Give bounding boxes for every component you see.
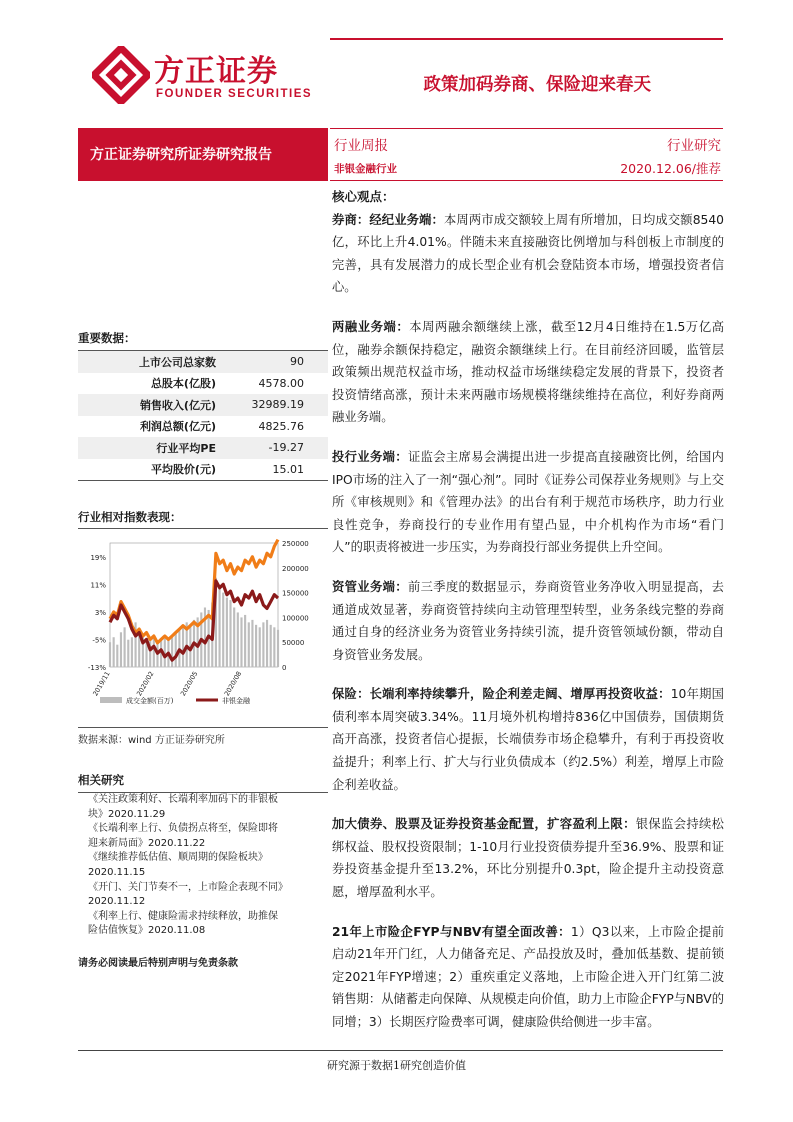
- x-tick-label: 2019/11: [91, 670, 112, 698]
- para-body: 1）Q3以来，上市险企提前启动21年开门红，人力储备充足、产品投放及时，叠加低基数、提前锁定2021年FYP增速；2）重疾重定义落地，上市险企进入开门红第二波销售期：从储蓄走向保障、从规模走向价值，助力上市险企FYP与NBV的同增；3）长期医疗险费率可调，健康险供给侧进一步丰富。: [332, 924, 724, 1029]
- para-body: 银保监会持续松绑权益、股权投资限制；1-10月行业投资债券提升至36.9%、股票和证券投资基金提升至13.2%，环比分别提升0.3pt，险企提升主动投资意愿，增厚盈利水平。: [332, 817, 724, 900]
- related-line: 《利率上行、健康险需求持续释放，助推保: [88, 910, 278, 922]
- list-item[interactable]: [78, 910, 328, 939]
- volume-bar: [273, 627, 275, 667]
- para-head: 投行业务端：: [332, 449, 408, 464]
- row-value: 90: [290, 355, 304, 369]
- para-body: 本周两市成交额较上周有所增加，日均成交额8540亿，环比上升4.01%。伴随未来直接融资比例增加与科创板上市制度的完善，具有发展潜力的成长型企业有机会登陆资本市场，增强投资者信心。: [332, 212, 724, 295]
- volume-bar: [222, 593, 224, 667]
- volume-bar: [218, 588, 220, 667]
- row-key: 总股本(亿股): [150, 377, 216, 391]
- paragraph-insurance: [332, 683, 724, 796]
- volume-bar: [113, 637, 115, 667]
- legend-label: 非银金融: [222, 697, 250, 705]
- volume-bar: [270, 625, 272, 667]
- report-category: 行业研究: [667, 138, 721, 154]
- institute-banner: [78, 128, 328, 181]
- key-data-title: 重要数据：: [78, 331, 136, 345]
- volume-bar: [259, 627, 261, 667]
- right-tick-label: 150000: [282, 589, 309, 598]
- logo-en-text: FOUNDER SECURITIES: [156, 88, 313, 100]
- chart-title: 行业相对指数表现：: [78, 510, 182, 524]
- volume-bar: [255, 625, 257, 667]
- related-line: 险估值恢复》2020.11.08: [88, 925, 206, 937]
- para-body: 本周两融余额继续上涨，截至12月4日维持在1.5万亿高位，融券余额保持稳定，融资余额继续上行。在目前经济回暖，监管层政策频出规范权益市场，推动权益市场继续稳定发展的背景下，投资者投资情绪高涨，预计未来两融市场规模将继续维持在高位，利好券商两融业务端。: [332, 319, 724, 425]
- row-key: 利润总额(亿元): [139, 420, 216, 434]
- x-tick-label: 2020/02: [135, 670, 156, 698]
- footer-text: 研究源于数据1研究创造价值: [327, 1059, 466, 1072]
- table-row: [78, 459, 328, 481]
- volume-bar: [171, 636, 173, 667]
- para-head: 资管业务端：: [332, 579, 408, 594]
- index-chart: [78, 528, 328, 728]
- volume-bar: [131, 637, 133, 667]
- para-body: 10年期国债利率本周突破3.34%。11月境外机构增持836亿中国债券，国债期货高开高涨，投资者信心提振，长端债券市场企稳攀升，有利于再投资收益提升；利率上行、扩大与行业负债成本（约2.5%）利差，增厚上市险企利差收益。: [332, 687, 724, 792]
- volume-bar: [237, 612, 239, 667]
- right-tick-label: 250000: [282, 540, 309, 548]
- row-value: -19.27: [268, 441, 304, 455]
- row-key: 行业平均PE: [156, 441, 216, 455]
- related-line: 2020.11.15: [88, 866, 146, 878]
- list-item[interactable]: [78, 793, 328, 822]
- right-tick-label: 0: [282, 664, 287, 672]
- list-item[interactable]: [78, 822, 328, 851]
- date-rating: 2020.12.06/推荐: [620, 161, 721, 176]
- volume-bar: [277, 630, 279, 667]
- list-item[interactable]: [78, 851, 328, 880]
- para-head: 券商：经纪业务端：: [332, 212, 444, 227]
- paragraph-brokerage: [332, 209, 724, 299]
- volume-bar: [262, 622, 264, 667]
- list-item[interactable]: [78, 881, 328, 910]
- paragraph-fyp: [332, 921, 724, 1034]
- logo: [78, 40, 330, 110]
- related-line: 2020.11.12: [88, 896, 146, 908]
- row-value: 32989.19: [251, 398, 304, 412]
- row-value: 4825.76: [258, 419, 304, 433]
- right-tick-label: 200000: [282, 564, 309, 573]
- chart-svg: [78, 529, 328, 729]
- founder-logo-icon: [92, 46, 150, 104]
- row-key: 销售收入(亿元): [139, 398, 216, 412]
- volume-bar: [233, 607, 235, 667]
- table-row: [78, 437, 328, 459]
- row-key: 上市公司总家数: [139, 355, 216, 369]
- volume-bar: [251, 620, 253, 667]
- volume-bar: [175, 632, 177, 667]
- related-list: [78, 792, 328, 939]
- volume-bar: [124, 627, 126, 667]
- left-tick-label: 3%: [94, 608, 106, 617]
- related-line: 《长端利率上行、负债拐点将至，保险即将: [88, 823, 278, 835]
- legend-label: 成交金额(百万): [126, 697, 174, 705]
- title-area: [330, 38, 723, 128]
- table-row: [78, 351, 328, 373]
- report-type: 行业周报: [334, 138, 388, 154]
- volume-bar: [229, 600, 231, 667]
- volume-bar: [116, 645, 118, 667]
- paragraph-am: [332, 576, 724, 666]
- volume-bar: [182, 627, 184, 667]
- divider: [330, 180, 723, 181]
- left-tick-label: 19%: [90, 553, 106, 562]
- volume-bar: [240, 617, 242, 667]
- related-line: 块》2020.11.29: [88, 808, 166, 820]
- volume-bar: [153, 637, 155, 667]
- volume-bar: [127, 640, 129, 667]
- industry-label: 非银金融行业: [334, 163, 397, 175]
- paragraph-margin: [332, 316, 724, 429]
- report-title: 政策加码券商、保险迎来春天: [423, 75, 651, 95]
- disclaimer: 请务必阅读最后特别声明与免责条款: [78, 958, 238, 969]
- para-head: 两融业务端：: [332, 319, 410, 334]
- related-line: 《继续推荐低估值、顺周期的保险板块》: [88, 852, 268, 864]
- left-tick-label: -5%: [92, 636, 106, 645]
- para-body: 证监会主席易会满提出进一步提高直接融资比例，给国内IPO市场的注入了一剂“强心剂”。同时《证券公司保荐业务规则》与上交所《审核规则》和《管理办法》的出台有利于规范市场秩序，助力行业良性竞争，券商投行的专业作用有望凸显，中介机构作为市场“看门人”的职责将被进一步压实，为券商投行部业务提供上升空间。: [332, 449, 724, 555]
- volume-bar: [226, 598, 228, 667]
- x-tick-label: 2020/08: [222, 670, 244, 698]
- related-title: 相关研究: [78, 773, 124, 787]
- paragraph-allocation: [332, 813, 724, 903]
- volume-bar: [109, 642, 111, 667]
- volume-bar: [266, 620, 268, 667]
- core-title: 核心观点：: [332, 189, 395, 204]
- row-value: 4578.00: [258, 376, 304, 390]
- table-row: [78, 394, 328, 416]
- left-tick-label: 11%: [90, 581, 106, 590]
- para-body: 前三季度的数据显示，券商资管业务净收入明显提高，去通道成效显著，券商资管持续向主动管理型转型，业务条线完整的券商通过自身的经济业务为资管业务持续引流，提升资管领域份额，带动自身资管业务发展。: [332, 579, 724, 662]
- para-head: 加大债券、股票及证券投资基金配置，扩容盈利上限：: [332, 817, 636, 832]
- divider: [330, 128, 723, 129]
- left-tick-label: -13%: [87, 664, 106, 672]
- right-tick-label: 100000: [282, 614, 309, 623]
- data-source: 数据来源：wind 方正证券研究所: [78, 735, 225, 746]
- institute-name: 方正证券研究所证券研究报告: [90, 147, 272, 163]
- table-row: [78, 373, 328, 395]
- key-data-table: [78, 350, 328, 481]
- logo-cn-text: 方正证券: [154, 54, 278, 89]
- row-value: 15.01: [272, 462, 304, 476]
- right-tick-label: 50000: [282, 639, 305, 648]
- row-key: 平均股价(元): [150, 463, 216, 477]
- related-line: 迎来新局面》2020.11.22: [88, 837, 206, 849]
- related-line: 《关注政策利好、长端利率加码下的非银板: [88, 794, 278, 805]
- volume-bar: [248, 622, 250, 667]
- legend-swatch-volume: [100, 697, 122, 703]
- related-line: 《开门、关门节奏不一，上市险企表现不同》: [88, 881, 288, 893]
- footer-divider: [78, 1050, 723, 1051]
- volume-bar: [120, 632, 122, 667]
- core-views: [332, 186, 724, 1034]
- volume-bar: [164, 637, 166, 667]
- para-head: 21年上市险企FYP与NBV有望全面改善：: [332, 924, 571, 939]
- paragraph-ib: [332, 446, 724, 559]
- para-head: 保险：长端利率持续攀升，险企利差走阔、增厚再投资收益：: [332, 687, 671, 702]
- volume-bar: [244, 615, 246, 667]
- x-tick-label: 2020/05: [178, 670, 200, 698]
- table-row: [78, 416, 328, 438]
